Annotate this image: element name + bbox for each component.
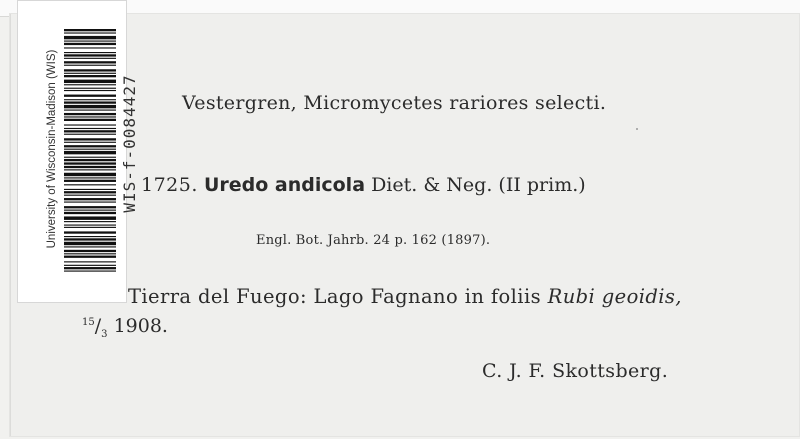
barcode-bar [64, 99, 116, 100]
barcode-bar [64, 189, 116, 190]
barcode-bar [64, 151, 116, 154]
barcode-bar [64, 110, 116, 111]
barcode-bar [64, 75, 116, 77]
barcode-bar [64, 184, 116, 185]
date-year: 1908. [113, 315, 168, 337]
barcode-bar [64, 221, 116, 222]
barcode-bar [64, 250, 116, 252]
barcode-bar [64, 32, 116, 33]
barcode-bar [64, 212, 116, 214]
barcode-bar [64, 29, 116, 31]
barcode-bar [64, 177, 116, 178]
catalog-number: WIS-f-0084427 [120, 74, 139, 213]
barcode-bar [64, 134, 116, 135]
barcode-bar [64, 246, 116, 247]
collection-date: $^{15}/_3$ 1908. [82, 315, 168, 340]
barcode-bar [64, 265, 116, 266]
exsiccata-series-title: Vestergren, Micromycetes rariores selecti. [182, 92, 607, 114]
barcode-bar [64, 116, 116, 117]
barcode-bar [64, 195, 116, 196]
date-day: 15 [82, 317, 95, 328]
paper-speck [636, 128, 638, 130]
barcode-bar [64, 69, 116, 71]
barcode-bar [64, 124, 116, 125]
barcode-bar [64, 73, 116, 74]
barcode-bar [64, 216, 116, 219]
host-name: Rubi geoidis, [547, 285, 682, 308]
barcode-bar [64, 166, 116, 168]
barcode-bar [64, 162, 116, 164]
barcode-sticker [17, 0, 139, 303]
barcode-bar [64, 119, 116, 121]
barcode-bar [64, 54, 116, 56]
barcode-bar [64, 227, 116, 228]
barcode-image [64, 29, 116, 273]
barcode-bar [64, 261, 116, 262]
locality-line [128, 285, 682, 308]
barcode-bar [64, 47, 116, 48]
barcode-bar [64, 242, 116, 245]
barcode-bar [64, 191, 116, 193]
barcode-bar [64, 206, 116, 208]
barcode-bar [64, 267, 116, 269]
collector-name: C. J. F. Skottsberg. [482, 360, 669, 382]
barcode-bar [64, 52, 116, 53]
barcode-bar [64, 210, 116, 211]
barcode-bar [64, 238, 116, 240]
barcode-bar [64, 138, 116, 140]
barcode-bar [64, 43, 116, 45]
taxon-name: Uredo andicola [203, 174, 366, 196]
barcode-bar [64, 88, 116, 89]
specimen-entry [141, 174, 586, 196]
barcode-bar [64, 253, 116, 254]
barcode-bar [64, 58, 116, 59]
barcode-bar [64, 202, 116, 203]
literature-citation: Engl. Bot. Jahrb. 24 p. 162 (1897). [256, 233, 491, 248]
exsiccata-number: 1725. [141, 174, 198, 196]
barcode-bar [64, 84, 116, 85]
barcode-bar [64, 80, 116, 83]
date-month: 3 [101, 328, 108, 340]
barcode-bar [64, 95, 116, 97]
barcode-bar [64, 149, 116, 150]
barcode-bar [64, 271, 116, 272]
barcode-bar [64, 105, 116, 108]
locality-text: Tierra del Fuego: Lago Fagnano in foliis [128, 285, 541, 308]
barcode-bar [64, 145, 116, 147]
barcode-bar [64, 128, 116, 129]
barcode-bar [64, 236, 116, 237]
barcode-bar [64, 61, 116, 63]
barcode-bar [64, 90, 116, 91]
taxon-authority: Diet. & Neg. (II prim.) [371, 174, 586, 196]
barcode-bar [64, 101, 116, 103]
barcode-bar [64, 159, 116, 161]
barcode-bar [64, 256, 116, 258]
barcode-bar [64, 157, 116, 158]
barcode-bar [64, 41, 116, 42]
barcode-bar [64, 225, 116, 226]
barcode-bar [64, 36, 116, 39]
institution-name: University of Wisconsin-Madison (WIS) [46, 49, 58, 249]
barcode-bar [64, 169, 116, 170]
barcode-bar [64, 231, 116, 233]
barcode-bar [64, 113, 116, 115]
barcode-bar [64, 173, 116, 176]
barcode-bar [64, 65, 116, 66]
barcode-bar [64, 180, 116, 182]
barcode-bar [64, 198, 116, 200]
barcode-bar [64, 142, 116, 143]
barcode-bar [64, 130, 116, 132]
